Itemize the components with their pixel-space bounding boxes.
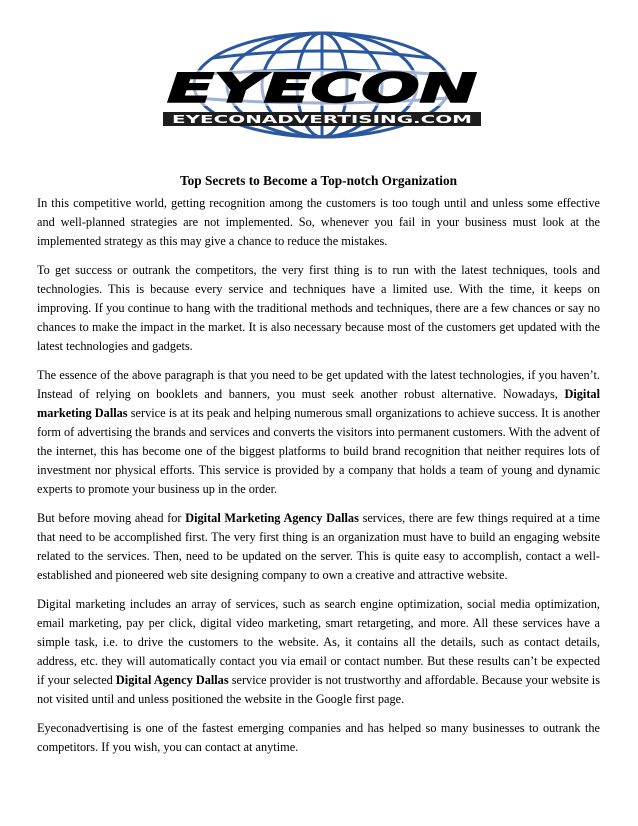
paragraph-2: To get success or outrank the competitors, the very first thing is to run with the latest techniques, tools and technologies. This is because every service and techniques have a limited use. With the time, it keeps on improving. If you continue to hang with the traditional methods and techniques, there are a few chances or say no chances to make the impact in the market. It is also necessary because most of the customers get updated with the latest technologies and gadgets.	[37, 263, 600, 353]
keyword-digital-marketing-agency-dallas: Digital Marketing Agency Dallas	[185, 511, 359, 525]
paragraph-3	[37, 366, 600, 499]
paragraph-4-text-b: services, there are few things required at a time that need to be accomplished first. The very first thing is an organization must have to build an engaging website related to the services. Then, need to be updated on the server. This is quite easy to accomplish, contact a well-established and pioneered web site designing company to own a creative and attractive website.	[37, 511, 601, 582]
logo-url-text: EYECONADVERTISING.COM	[172, 113, 472, 126]
eyecon-logo	[155, 30, 490, 140]
paragraph-3-text-b: service is at its peak and helping numerous small organizations to achieve success. It is another form of advertising the brands and services and converts the visitors into permanent customers. With the advent of the internet, this has become one of the biggest platforms to build brand recognition that neither requires lots of investment nor physical efforts. This service is provided by a company that holds a team of young and dynamic experts to promote your business up in the order.	[37, 406, 601, 496]
paragraph-4	[37, 509, 600, 585]
paragraph-5	[37, 595, 600, 709]
paragraph-6: Eyeconadvertising is one of the fastest emerging companies and has helped so many businesses to outrank the competitors. If you wish, you can contact at anytime.	[37, 721, 600, 754]
paragraph-1: In this competitive world, getting recognition among the customers is too tough until and unless some effective and well-planned strategies are not implemented. So, whenever you fail in your business must look at the implemented strategy as this may give a chance to reduce the mistakes.	[37, 196, 600, 248]
paragraph-5-text-a: Digital marketing includes an array of services, such as search engine optimization, social media optimization, email marketing, pay per click, digital video marketing, smart retargeting, and more. All these services have a simple task, i.e. to drive the customers to the website. As, it contains all the details, such as contact details, address, etc. they will automatically contact you via email or contact number. But these results can’t be expected if your selected	[37, 597, 600, 687]
keyword-digital-marketing-dallas: Digital marketing Dallas	[37, 387, 600, 420]
paragraph-5-text-b: service provider is not trustworthy and affordable. Because your website is not visited until and unless positioned the website in the Google first page.	[37, 673, 600, 706]
article-title: Top Secrets to Become a Top-notch Organization	[179, 173, 458, 188]
logo-brand-text: EYECON	[167, 66, 477, 112]
paragraph-4-text-a: But before moving ahead for	[37, 511, 186, 525]
paragraph-3-text-a: The essence of the above paragraph is that you need to be get updated with the latest technologies, if you haven’t. Instead of relying on booklets and banners, you must seek another robust alternative. Nowadays,	[37, 368, 600, 401]
keyword-digital-agency-dallas: Digital Agency Dallas	[115, 673, 229, 687]
article-body	[37, 171, 600, 767]
globe-logo-graphic	[155, 30, 490, 140]
